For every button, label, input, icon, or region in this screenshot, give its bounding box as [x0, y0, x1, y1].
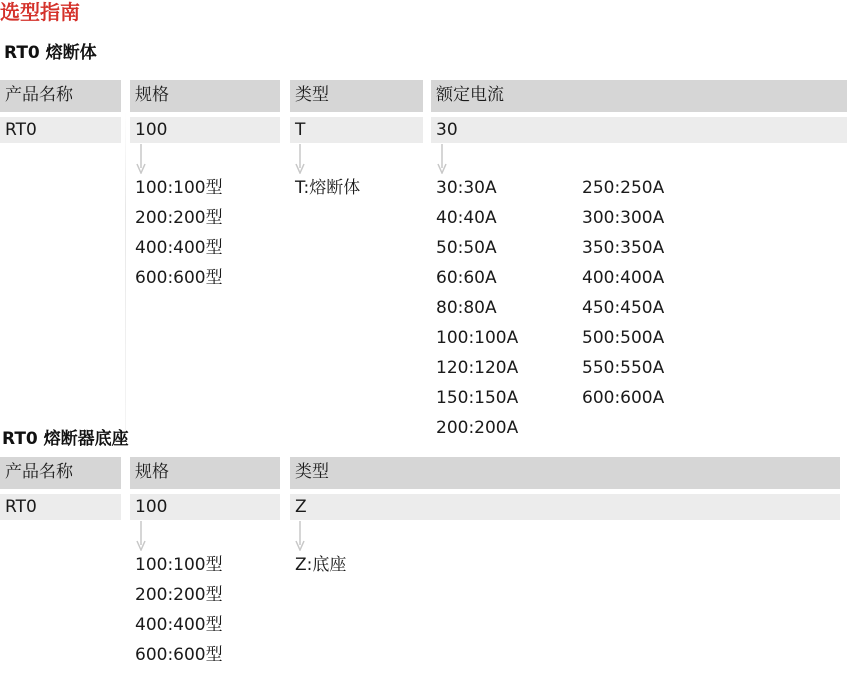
base-spec-option: 100:100型 — [135, 555, 223, 575]
column-guide — [125, 112, 126, 430]
fuse-current-option: 200:200A — [436, 418, 519, 438]
fuse-current-option: 300:300A — [582, 208, 665, 228]
fuse-current-option: 500:500A — [582, 328, 665, 348]
fuse-value-rated-current: 30 — [431, 117, 847, 143]
base-section-title: RT0 熔断器底座 — [2, 429, 129, 449]
fuse-current-option: 50:50A — [436, 238, 497, 258]
fuse-current-option: 250:250A — [582, 178, 665, 198]
fuse-header-product-name: 产品名称 — [0, 80, 121, 112]
fuse-spec-option: 100:100型 — [135, 178, 223, 198]
fuse-header-spec: 规格 — [130, 80, 280, 112]
base-type-option: Z:底座 — [295, 555, 347, 575]
base-header-spec: 规格 — [130, 457, 280, 489]
fuse-spec-option: 600:600型 — [135, 268, 223, 288]
fuse-current-option: 550:550A — [582, 358, 665, 378]
fuse-current-option: 150:150A — [436, 388, 519, 408]
page-title: 选型指南 — [0, 0, 80, 24]
down-arrow-icon — [295, 521, 305, 551]
fuse-current-option: 120:120A — [436, 358, 519, 378]
fuse-value-spec: 100 — [130, 117, 280, 143]
fuse-current-option: 350:350A — [582, 238, 665, 258]
fuse-header-type: 类型 — [290, 80, 423, 112]
down-arrow-icon — [437, 144, 447, 174]
base-spec-option: 200:200型 — [135, 585, 223, 605]
fuse-current-option: 100:100A — [436, 328, 519, 348]
fuse-header-rated-current: 额定电流 — [431, 80, 847, 112]
fuse-section-title: RT0 熔断体 — [4, 43, 97, 63]
fuse-current-option: 80:80A — [436, 298, 497, 318]
fuse-current-option: 450:450A — [582, 298, 665, 318]
base-value-product-name: RT0 — [0, 494, 121, 520]
fuse-spec-option: 200:200型 — [135, 208, 223, 228]
fuse-value-type: T — [290, 117, 423, 143]
base-spec-option: 400:400型 — [135, 615, 223, 635]
fuse-current-option: 40:40A — [436, 208, 497, 228]
fuse-current-option: 400:400A — [582, 268, 665, 288]
base-value-spec: 100 — [130, 494, 280, 520]
fuse-spec-option: 400:400型 — [135, 238, 223, 258]
base-spec-option: 600:600型 — [135, 645, 223, 665]
fuse-current-option: 600:600A — [582, 388, 665, 408]
fuse-type-option: T:熔断体 — [295, 178, 361, 198]
down-arrow-icon — [295, 144, 305, 174]
base-header-product-name: 产品名称 — [0, 457, 121, 489]
down-arrow-icon — [136, 144, 146, 174]
fuse-current-option: 30:30A — [436, 178, 497, 198]
fuse-value-product-name: RT0 — [0, 117, 121, 143]
base-value-type: Z — [290, 494, 840, 520]
fuse-current-option: 60:60A — [436, 268, 497, 288]
base-header-type: 类型 — [290, 457, 840, 489]
down-arrow-icon — [136, 521, 146, 551]
